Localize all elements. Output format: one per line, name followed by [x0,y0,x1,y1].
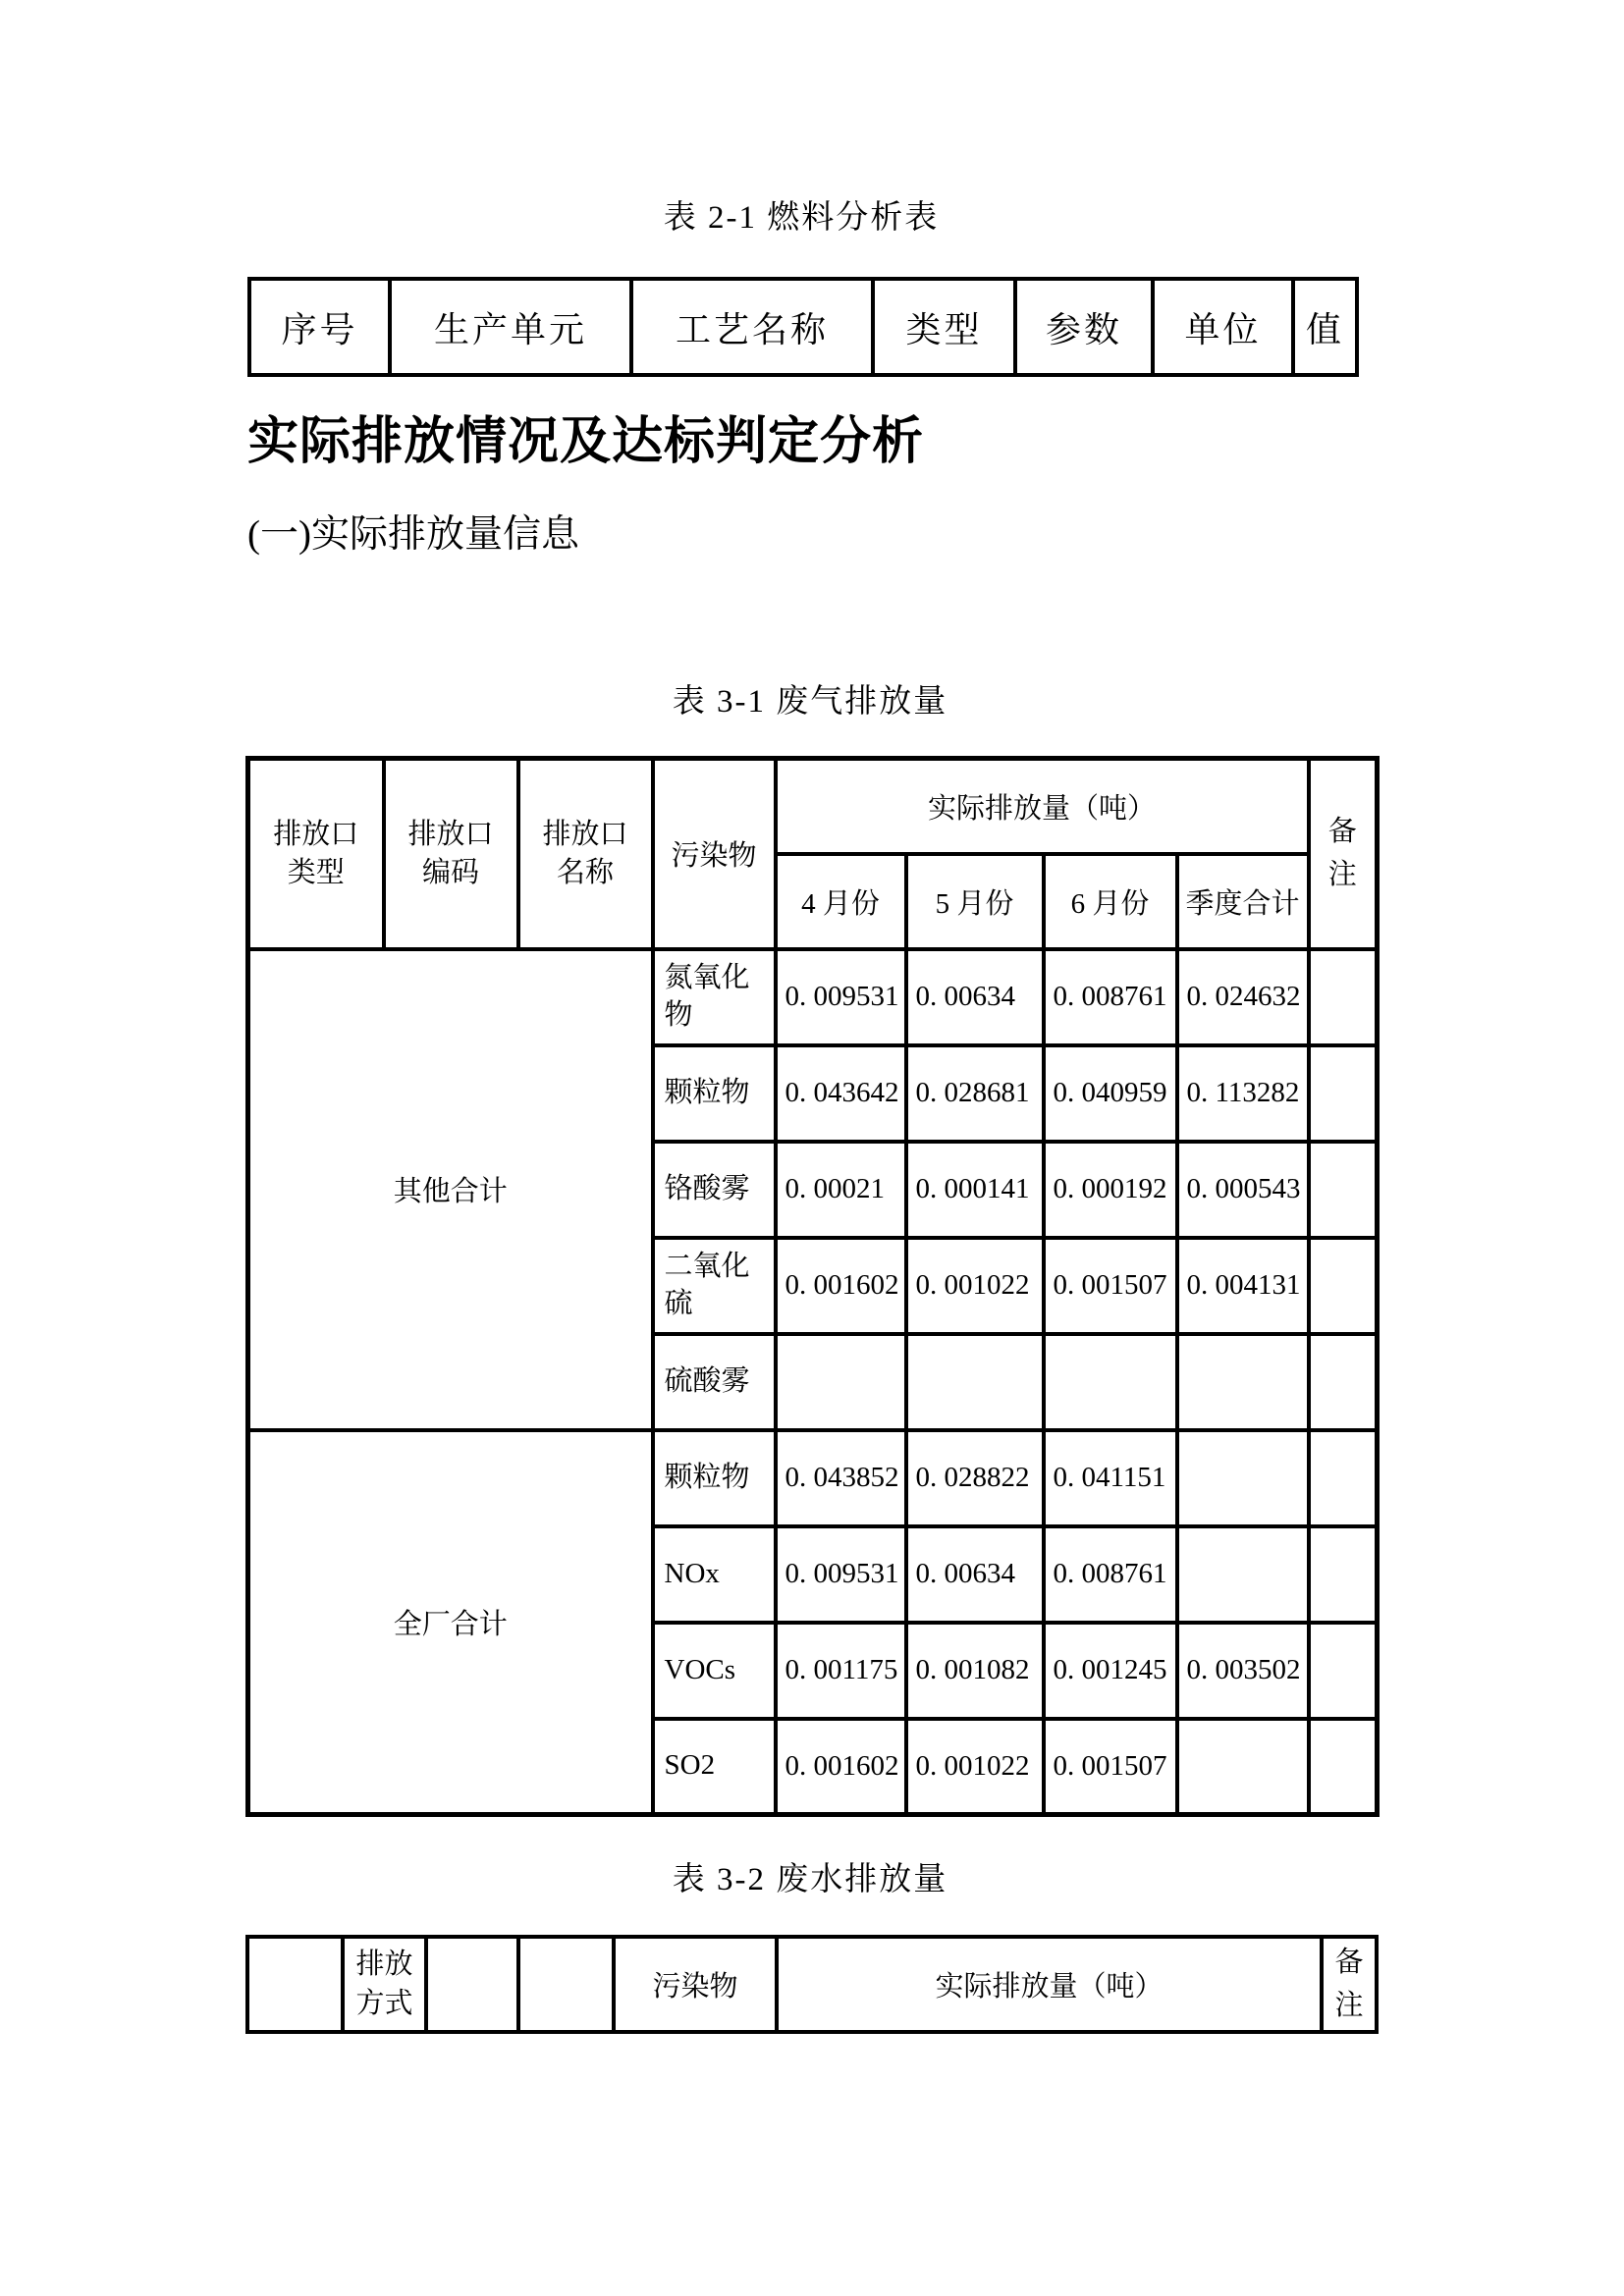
cell-pollutant: 氮氧化 物 [653,949,776,1045]
table-row [248,759,1378,854]
header-cell-measure: 单位 [1153,279,1293,375]
cell-pollutant: 硫酸雾 [653,1334,776,1430]
header-cell-quarter-total: 季度合计 [1177,854,1309,949]
header-cell-remark: 备 注 [1322,1937,1377,2032]
cell-may: 0. 001082 [906,1623,1044,1719]
cell-may: 0. 028822 [906,1430,1044,1526]
cell-remark [1309,1719,1378,1815]
cell-june: 0. 000192 [1044,1142,1177,1238]
cell-quarter-total: 0. 003502 [1177,1623,1309,1719]
waste-water-emission-table [245,1935,1379,2034]
cell-pollutant: SO2 [653,1719,776,1815]
cell-june: 0. 001507 [1044,1719,1177,1815]
cell-quarter-total: 0. 000543 [1177,1142,1309,1238]
cell-pollutant: 二氧化 硫 [653,1238,776,1334]
table-row [249,279,1357,375]
header-cell-unit: 生产单元 [390,279,631,375]
header-cell-pollutant: 污染物 [653,759,776,949]
cell-quarter-total [1177,1430,1309,1526]
cell-may: 0. 001022 [906,1719,1044,1815]
header-cell-seq: 序号 [249,279,390,375]
cell-quarter-total [1177,1334,1309,1430]
header-cell-discharge-mode: 排放 方式 [343,1937,426,2032]
cell-remark [1309,1430,1378,1526]
cell-pollutant: NOx [653,1526,776,1623]
cell-may: 0. 00634 [906,1526,1044,1623]
cell-may: 0. 001022 [906,1238,1044,1334]
cell-june: 0. 008761 [1044,949,1177,1045]
cell-may [906,1334,1044,1430]
cell-pollutant: 颗粒物 [653,1045,776,1142]
cell-april: 0. 001602 [776,1719,906,1815]
cell-april: 0. 009531 [776,949,906,1045]
header-cell-remark: 备 注 [1309,759,1378,949]
cell-june: 0. 001507 [1044,1238,1177,1334]
cell-group-label: 全厂合计 [248,1430,653,1815]
cell-may: 0. 028681 [906,1045,1044,1142]
table-row [248,949,1378,1045]
cell-remark [1309,1623,1378,1719]
cell-remark [1309,1142,1378,1238]
section-heading: 实际排放情况及达标判定分析 [247,413,925,470]
cell-quarter-total: 0. 113282 [1177,1045,1309,1142]
cell-june: 0. 008761 [1044,1526,1177,1623]
cell-april: 0. 001602 [776,1238,906,1334]
header-cell-value: 值 [1293,279,1357,375]
cell-group-label: 其他合计 [248,949,653,1430]
cell-june [1044,1334,1177,1430]
table-3-1-caption: 表 3-1 废气排放量 [672,684,948,720]
header-cell-actual-emission: 实际排放量（吨） [776,759,1309,854]
cell-remark [1309,1238,1378,1334]
header-cell-process: 工艺名称 [631,279,873,375]
header-cell-outlet-type: 排放口 类型 [248,759,384,949]
subsection-heading: (一)实际排放量信息 [247,513,579,556]
cell-april: 0. 043852 [776,1430,906,1526]
header-cell-blank [426,1937,518,2032]
cell-pollutant: VOCs [653,1623,776,1719]
cell-april: 0. 009531 [776,1526,906,1623]
cell-remark [1309,1334,1378,1430]
cell-quarter-total [1177,1719,1309,1815]
cell-may: 0. 00634 [906,949,1044,1045]
cell-june: 0. 040959 [1044,1045,1177,1142]
header-cell-actual-emission: 实际排放量（吨） [777,1937,1322,2032]
cell-june: 0. 041151 [1044,1430,1177,1526]
cell-april: 0. 043642 [776,1045,906,1142]
header-cell-month-may: 5 月份 [906,854,1044,949]
header-cell-type: 类型 [873,279,1015,375]
header-cell-month-april: 4 月份 [776,854,906,949]
cell-april: 0. 001175 [776,1623,906,1719]
table-row [248,1430,1378,1526]
cell-pollutant: 颗粒物 [653,1430,776,1526]
header-cell-parameter: 参数 [1015,279,1153,375]
cell-april [776,1334,906,1430]
cell-may: 0. 000141 [906,1142,1044,1238]
waste-gas-emission-table [245,756,1380,1817]
cell-april: 0. 00021 [776,1142,906,1238]
cell-quarter-total: 0. 024632 [1177,949,1309,1045]
header-cell-blank [247,1937,343,2032]
cell-remark [1309,949,1378,1045]
header-cell-outlet-code: 排放口 编码 [384,759,518,949]
fuel-analysis-table [247,277,1359,377]
table-3-2-caption: 表 3-2 废水排放量 [672,1862,948,1897]
header-cell-pollutant: 污染物 [614,1937,777,2032]
cell-june: 0. 001245 [1044,1623,1177,1719]
cell-remark [1309,1526,1378,1623]
header-cell-month-june: 6 月份 [1044,854,1177,949]
cell-quarter-total: 0. 004131 [1177,1238,1309,1334]
table-2-1-caption: 表 2-1 燃料分析表 [663,200,940,236]
table-row [247,1937,1377,2032]
cell-quarter-total [1177,1526,1309,1623]
header-cell-outlet-name: 排放口 名称 [518,759,653,949]
cell-remark [1309,1045,1378,1142]
cell-pollutant: 铬酸雾 [653,1142,776,1238]
header-cell-blank [518,1937,614,2032]
